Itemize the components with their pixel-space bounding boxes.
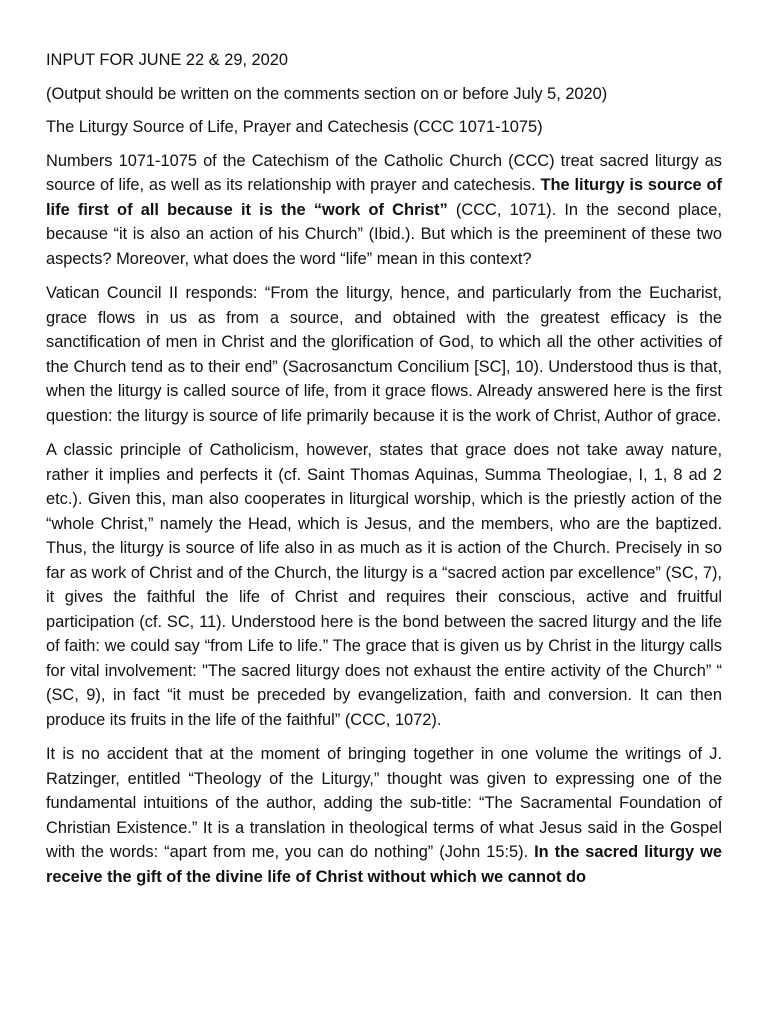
document-heading: INPUT FOR JUNE 22 & 29, 2020 bbox=[46, 51, 289, 69]
paragraph-3: A classic principle of Catholicism, however, states that grace does not take away nature, rather it implies and perfects it (cf. Saint Thomas Aquinas, Summa Theologiae, I, 1, 8 ad 2 etc.). Given this, man also cooperates in liturgical worship, which is the priestly action of the “whole Christ,” namely the Head, which is Jesus, and the members, who are the baptized. Thus, the liturgy is source of life also in as much as it is action of the Church. Precisely in so far as work of Christ and of the Church, the liturgy is a “sacred action par excellence” (SC, 7), it gives the faithful the life of Christ and requires their conscious, active and fruitful participation (cf. SC, 11). Understood here is the bond between the sacred liturgy and the life of faith: we could say “from Life to life.” The grace that is given us by Christ in the liturgy calls for vital involvement: "The sacred liturgy does not exhaust the entire activity of the Church” “ (SC, 9), in fact “it must be preceded by evangelization, faith and conversion. It can then produce its fruits in the life of the faithful” (CCC, 1072). bbox=[46, 441, 722, 729]
paragraph-2: Vatican Council II responds: “From the liturgy, hence, and particularly from the Eucharist, grace flows in us as from a source, and obtained with the greatest efficacy is the sanctification of men in Christ and the glorification of God, to which all the other activities of the Church tend as to their end” (Sacrosanctum Concilium [SC], 10). Understood thus is that, when the liturgy is called source of life, from it grace flows. Already answered here is the first question: the liturgy is source of life primarily because it is the work of Christ, Author of grace. bbox=[46, 284, 722, 425]
document-note: (Output should be written on the comments section on or before July 5, 2020) bbox=[46, 84, 608, 103]
paragraph-1 bbox=[46, 149, 722, 272]
document-page bbox=[46, 48, 722, 899]
paragraph-4-text-a: It is no accident that at the moment of bringing together in one volume the writings of J. Ratzinger, entitled “Theology of the Liturgy,” thought was given to expressing one of the fundamental intuitions of the author, adding the sub-title: “The Sacramental Foundation of Christian Existence.” It is a translation in theological terms of what Jesus said in the Gospel with the words: “apart from me, you can do nothing” (John 15:5). bbox=[46, 745, 722, 861]
paragraph-1-bold: The liturgy is source of life first of all because it is the “work of Christ” bbox=[46, 176, 722, 219]
document-subtitle: The Liturgy Source of Life, Prayer and Catechesis (CCC 1071-1075) bbox=[46, 118, 543, 136]
paragraph-4-bold: In the sacred liturgy we receive the gift of the divine life of Christ without which we cannot do bbox=[46, 843, 722, 886]
paragraph-1-text-a: Numbers 1071-1075 of the Catechism of the Catholic Church (CCC) treat sacred liturgy as source of life, as well as its relationship with prayer and catechesis. bbox=[46, 151, 722, 194]
paragraph-4 bbox=[46, 742, 722, 889]
paragraph-1-text-c: (CCC, 1071). In the second place, because “it is also an action of his Church” (Ibid.). But which is the preeminent of these two aspects? Moreover, what does the word “life” mean in this context? bbox=[46, 200, 722, 268]
